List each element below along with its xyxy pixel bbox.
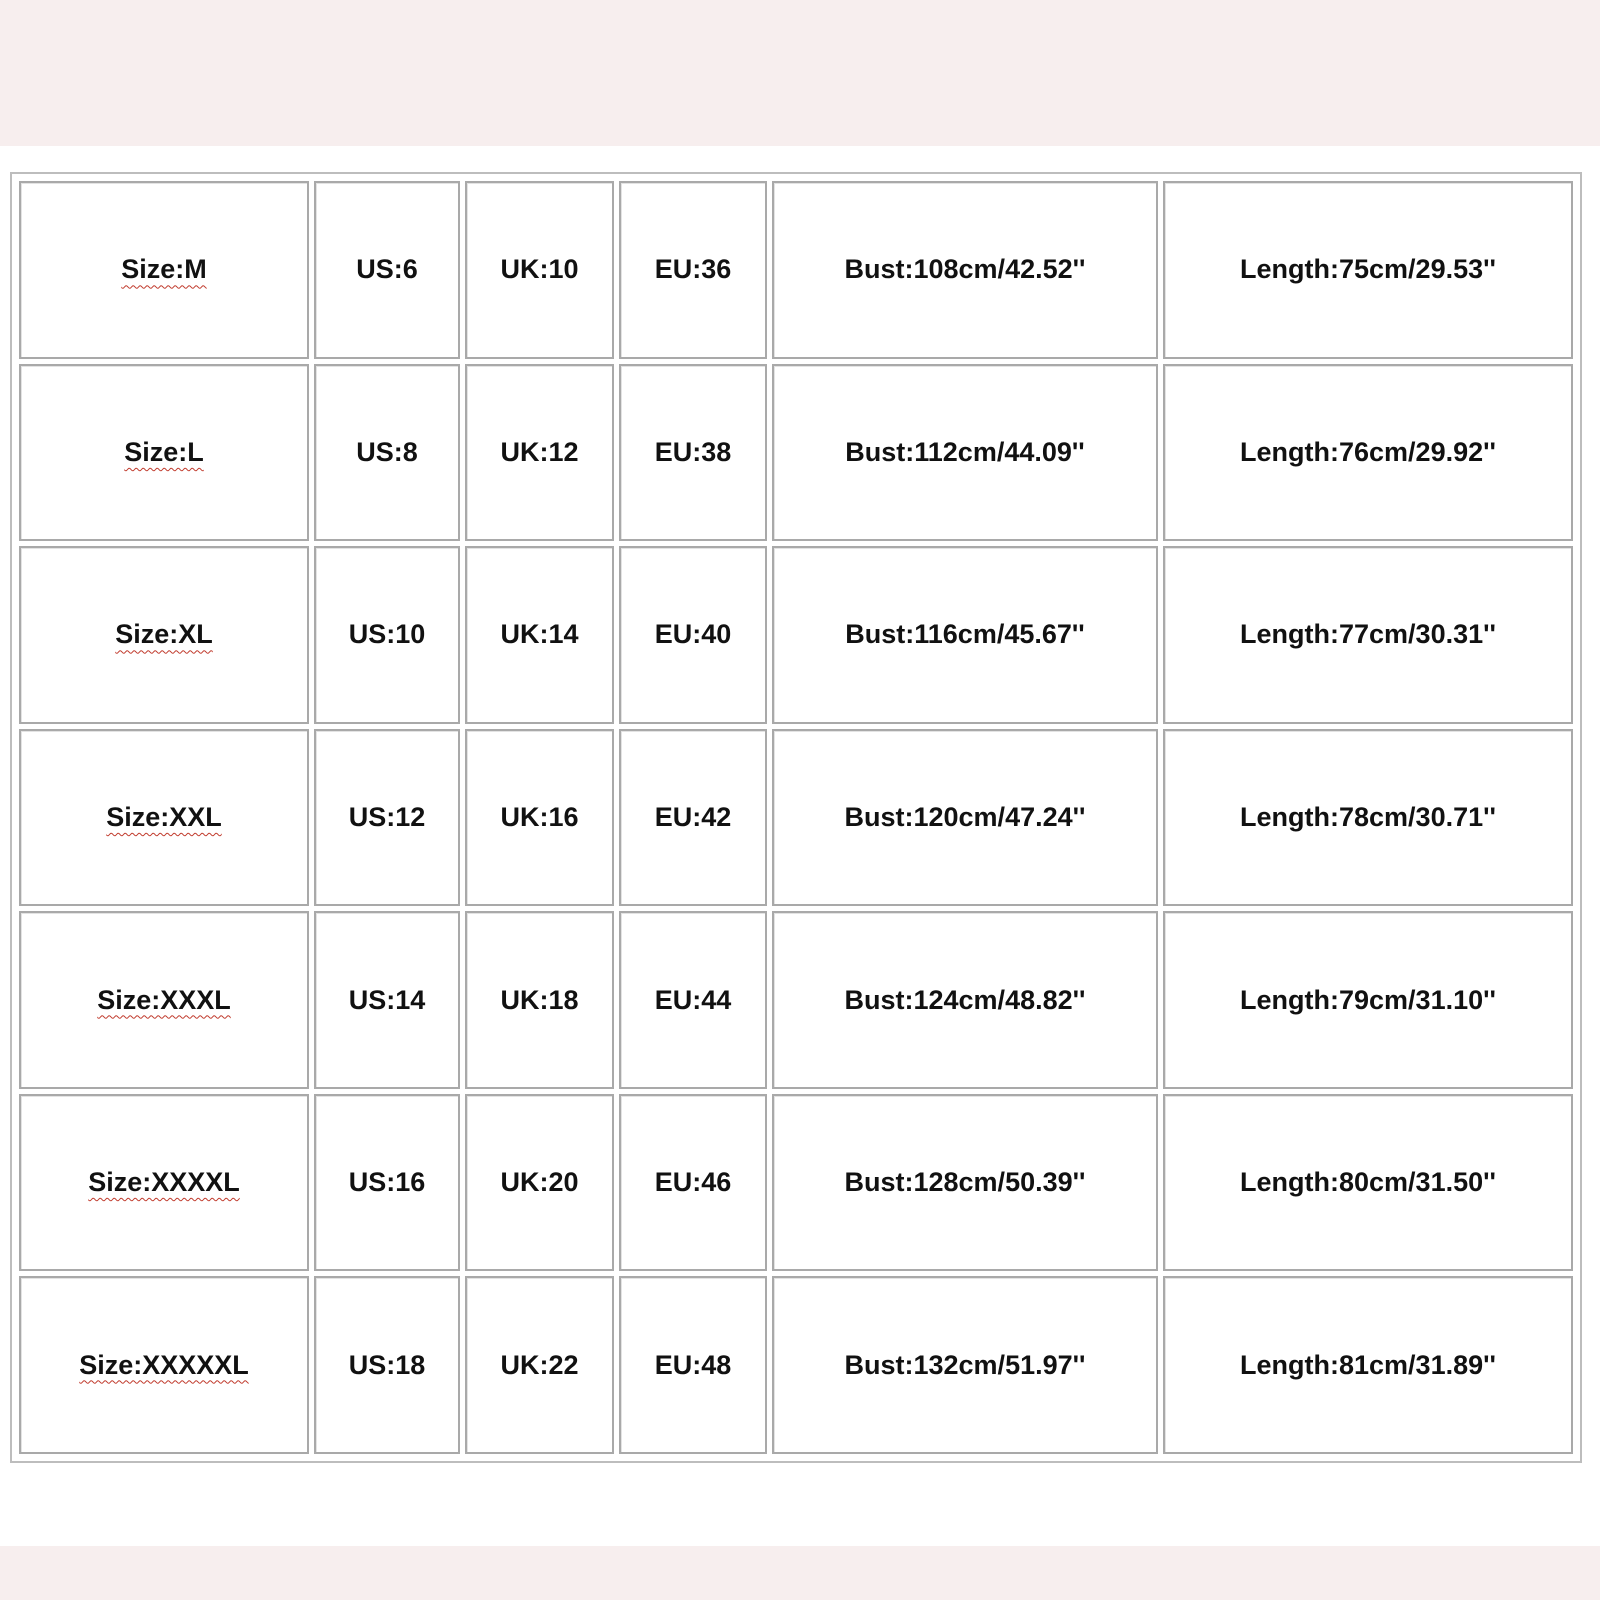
size-label: Size:XXXL <box>97 984 231 1015</box>
eu-size-cell: EU:44 <box>619 911 767 1089</box>
top-band <box>0 0 1600 146</box>
us-size-cell: US:8 <box>314 364 460 542</box>
bottom-band <box>0 1546 1600 1600</box>
eu-size-cell: EU:36 <box>619 181 767 359</box>
us-size-cell: US:14 <box>314 911 460 1089</box>
bust-cell: Bust:128cm/50.39'' <box>772 1094 1158 1272</box>
length-cell: Length:81cm/31.89'' <box>1163 1276 1573 1454</box>
length-cell: Length:80cm/31.50'' <box>1163 1094 1573 1272</box>
table-row <box>19 364 1573 542</box>
table-row <box>19 911 1573 1089</box>
size-cell <box>19 911 309 1089</box>
eu-size-cell: EU:48 <box>619 1276 767 1454</box>
bust-cell: Bust:108cm/42.52'' <box>772 181 1158 359</box>
us-size-cell: US:12 <box>314 729 460 907</box>
uk-size-cell: UK:18 <box>465 911 614 1089</box>
size-chart <box>10 172 1582 1463</box>
bust-cell: Bust:120cm/47.24'' <box>772 729 1158 907</box>
us-size-cell: US:18 <box>314 1276 460 1454</box>
eu-size-cell: EU:40 <box>619 546 767 724</box>
size-table <box>14 176 1578 1459</box>
uk-size-cell: UK:20 <box>465 1094 614 1272</box>
size-cell <box>19 364 309 542</box>
length-cell: Length:75cm/29.53'' <box>1163 181 1573 359</box>
table-row <box>19 546 1573 724</box>
length-cell: Length:79cm/31.10'' <box>1163 911 1573 1089</box>
eu-size-cell: EU:42 <box>619 729 767 907</box>
us-size-cell: US:16 <box>314 1094 460 1272</box>
size-label: Size:L <box>124 436 204 467</box>
bust-cell: Bust:116cm/45.67'' <box>772 546 1158 724</box>
uk-size-cell: UK:22 <box>465 1276 614 1454</box>
table-row <box>19 1094 1573 1272</box>
size-label: Size:XXXXL <box>88 1167 240 1198</box>
size-label: Size:M <box>121 254 207 285</box>
us-size-cell: US:6 <box>314 181 460 359</box>
uk-size-cell: UK:12 <box>465 364 614 542</box>
length-cell: Length:78cm/30.71'' <box>1163 729 1573 907</box>
table-row <box>19 181 1573 359</box>
us-size-cell: US:10 <box>314 546 460 724</box>
bust-cell: Bust:132cm/51.97'' <box>772 1276 1158 1454</box>
size-cell <box>19 729 309 907</box>
size-cell <box>19 1276 309 1454</box>
length-cell: Length:76cm/29.92'' <box>1163 364 1573 542</box>
table-row <box>19 1276 1573 1454</box>
size-label: Size:XL <box>115 619 213 650</box>
size-cell <box>19 546 309 724</box>
bust-cell: Bust:112cm/44.09'' <box>772 364 1158 542</box>
uk-size-cell: UK:10 <box>465 181 614 359</box>
size-cell <box>19 1094 309 1272</box>
table-row <box>19 729 1573 907</box>
size-label: Size:XXL <box>106 801 222 832</box>
eu-size-cell: EU:38 <box>619 364 767 542</box>
uk-size-cell: UK:14 <box>465 546 614 724</box>
size-label: Size:XXXXXL <box>79 1349 249 1380</box>
size-cell <box>19 181 309 359</box>
eu-size-cell: EU:46 <box>619 1094 767 1272</box>
bust-cell: Bust:124cm/48.82'' <box>772 911 1158 1089</box>
uk-size-cell: UK:16 <box>465 729 614 907</box>
length-cell: Length:77cm/30.31'' <box>1163 546 1573 724</box>
